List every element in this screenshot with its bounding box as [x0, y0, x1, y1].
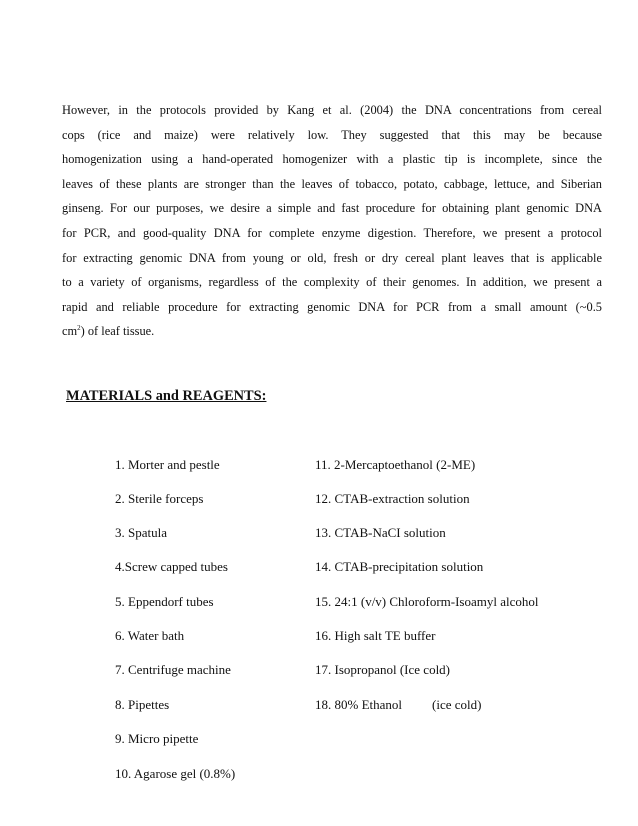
reagent-item: 16. High salt TE buffer	[315, 628, 436, 643]
intro-paragraph	[62, 98, 602, 344]
reagent-item-last	[315, 697, 481, 713]
intro-line: leaves of these plants are stronger than the leaves of tobacco, potato, cabbage, lettuce, and Siberian	[62, 176, 602, 191]
reagent-note: (ice cold)	[432, 697, 482, 712]
intro-line: for PCR, and good-quality DNA for complete enzyme digestion. Therefore, we present a protocol	[62, 225, 602, 240]
intro-line: to a variety of organisms, regardless of the complexity of their genomes. In addition, we present a	[62, 275, 602, 290]
material-item: 9. Micro pipette	[115, 731, 199, 746]
intro-last-text: ) of leaf tissue.	[80, 324, 155, 339]
reagent-item: 14. CTAB-precipitation solution	[315, 559, 484, 574]
reagent-item: 15. 24:1 (v/v) Chloroform-Isoamyl alcohol	[315, 594, 539, 609]
material-item: 5. Eppendorf tubes	[115, 594, 214, 609]
reagent-item: 17. Isopropanol (Ice cold)	[315, 662, 451, 677]
materials-heading: MATERIALS and REAGENTS:	[66, 388, 267, 404]
intro-line: homogenization using a hand-operated homogenizer with a plastic tip is incomplete, since the	[62, 152, 602, 167]
intro-line: for extracting genomic DNA from young or old, fresh or dry cereal plant leaves that is applicable	[62, 250, 602, 265]
intro-last-line	[62, 319, 602, 344]
intro-line: However, in the protocols provided by Kang et al. (2004) the DNA concentrations from cereal	[62, 103, 602, 117]
unit-text: cm	[62, 324, 78, 339]
material-item: 1. Morter and pestle	[115, 457, 220, 472]
material-item: 3. Spatula	[115, 525, 167, 540]
reagent-item: 18. 80% Ethanol	[315, 697, 403, 712]
material-item: 10. Agarose gel (0.8%)	[115, 766, 236, 781]
material-item: 6. Water bath	[115, 628, 185, 643]
material-item: 4.Screw capped tubes	[115, 559, 228, 574]
intro-line: rapid and reliable procedure for extracting genomic DNA for PCR from a small amount (~0.5	[62, 299, 602, 314]
unit-superscript: 2	[77, 324, 81, 333]
material-item: 7. Centrifuge machine	[115, 662, 231, 677]
intro-line: cops (rice and maize) were relatively low. They suggested that this may be because	[62, 127, 602, 142]
material-item: 8. Pipettes	[115, 697, 170, 712]
intro-line: ginseng. For our purposes, we desire a simple and fast procedure for obtaining plant genomic DNA	[62, 201, 602, 216]
reagent-item: 13. CTAB-NaCI solution	[315, 525, 446, 540]
material-item: 2. Sterile forceps	[115, 491, 204, 506]
reagent-item: 11. 2-Mercaptoethanol (2-ME)	[315, 457, 476, 472]
reagent-item: 12. CTAB-extraction solution	[315, 491, 470, 506]
